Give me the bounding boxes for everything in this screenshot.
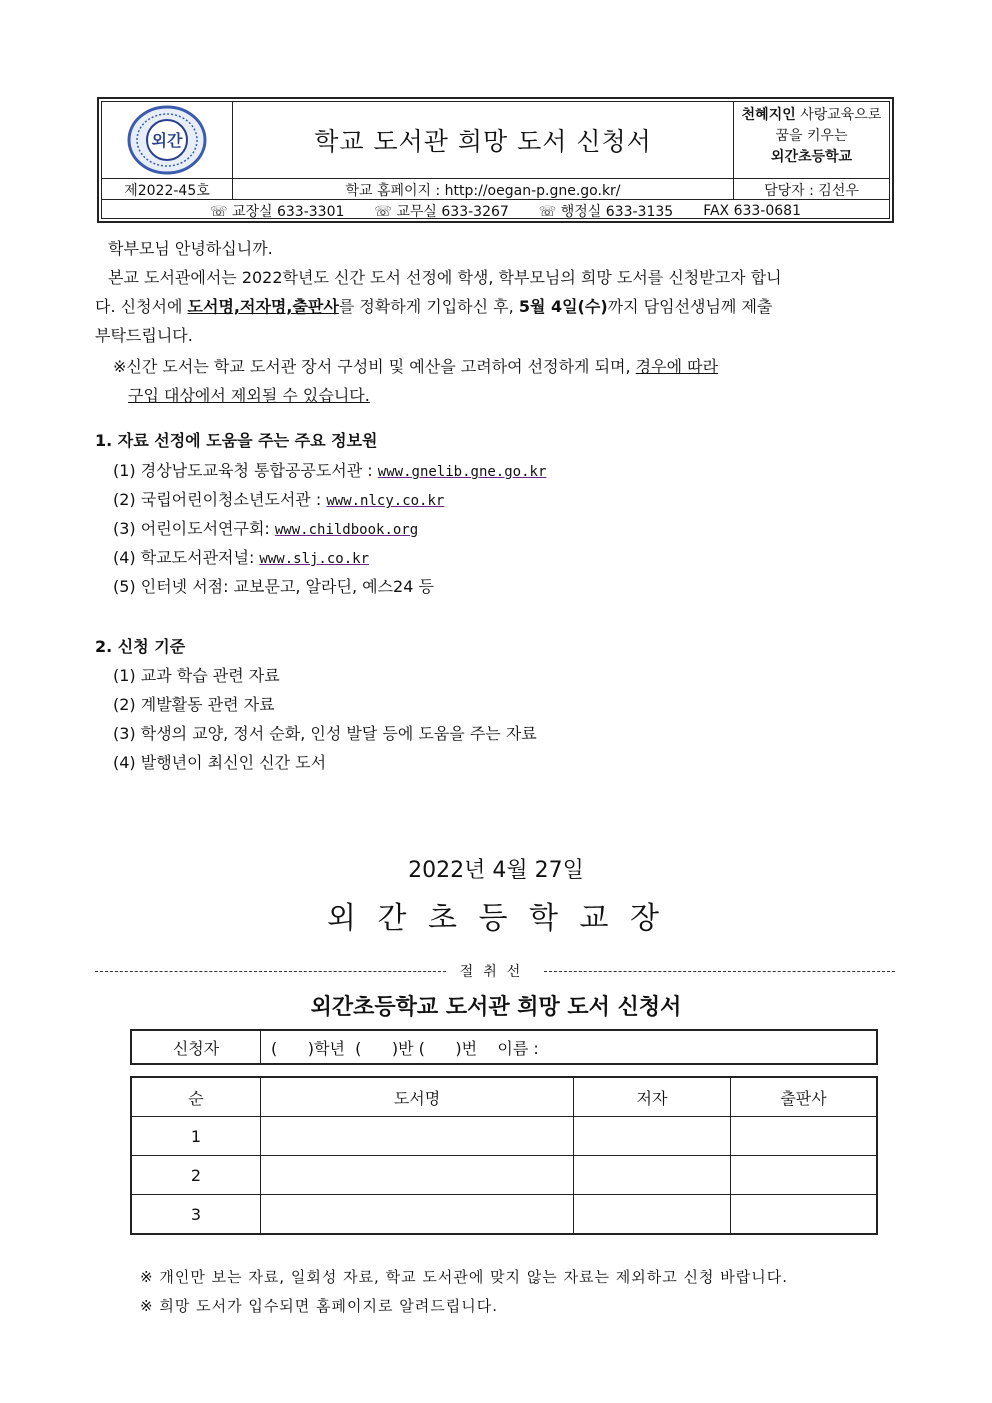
info-source-label: (4) 학교도서관저널:: [113, 548, 260, 567]
contact-person: 담당자 : 김선우: [764, 183, 859, 199]
info-source-label: (3) 어린이도서연구회:: [113, 519, 275, 538]
intro-line-2c: 까지 담임선생님께 제출: [607, 297, 773, 316]
greeting: 학부모님 안녕하십니까.: [108, 239, 273, 258]
phone-row: [102, 200, 889, 222]
intro-paragraph: [95, 263, 900, 350]
intro-line-3: 부탁드립니다.: [95, 326, 193, 345]
cut-line-label: 절취선: [459, 964, 531, 980]
column-header-publisher: 출판사: [731, 1077, 878, 1117]
publisher-cell[interactable]: [731, 1156, 878, 1195]
intro-line-2a: 다. 신청서에: [95, 297, 188, 316]
notice-underline-1: 경우에 따라: [635, 357, 719, 376]
book-title-cell[interactable]: [261, 1117, 574, 1156]
document-header: [97, 97, 894, 223]
table-row: [131, 1117, 877, 1156]
intro-line-2b: 를 정확하게 기입하신 후,: [338, 297, 519, 316]
applicant-fields[interactable]: ( )학년 ( )반 ( )번 이름 :: [261, 1030, 878, 1064]
book-title-cell[interactable]: [261, 1195, 574, 1235]
info-source-link[interactable]: www.slj.co.kr: [259, 551, 369, 567]
principal-signature: 외 간 초 등 학 교 장: [326, 901, 666, 936]
column-header-number: 순: [131, 1077, 261, 1117]
info-source-item: (5) 인터넷 서점: 교보문고, 알라딘, 예스24 등: [113, 577, 434, 596]
column-header-author: 저자: [574, 1077, 731, 1117]
motto-line1: 사랑교육으로: [795, 107, 882, 123]
criteria-item: (2) 계발활동 관련 자료: [113, 695, 275, 714]
column-header-title: 도서명: [261, 1077, 574, 1117]
teachers-office-phone: ☏ 교무실 633-3267: [374, 204, 509, 220]
form-title: 외간초등학교 도서관 희망 도서 신청서: [310, 995, 682, 1020]
criteria-item: (1) 교과 학습 관련 자료: [113, 666, 280, 685]
school-logo: [102, 102, 232, 178]
info-source-link[interactable]: www.gnelib.gne.go.kr: [377, 464, 547, 480]
info-source-label: (2) 국립어린이청소년도서관 :: [113, 490, 327, 509]
row-number: 2: [131, 1156, 261, 1195]
document-number: 제2022-45호: [124, 183, 210, 199]
row-number: 3: [131, 1195, 261, 1235]
info-source-label: (1) 경상남도교육청 통합공공도서관 :: [113, 461, 378, 480]
motto-keyword: 천혜지인: [741, 107, 796, 123]
book-title-cell[interactable]: [261, 1156, 574, 1195]
notice: [113, 352, 718, 381]
exclusion-note: ※ 개인만 보는 자료, 일회성 자료, 학교 도서관에 맞지 않는 자료는 제외하고 신청 바랍니다.: [140, 1268, 789, 1286]
required-fields: 도서명,저자명,출판사: [187, 297, 339, 316]
notice-text: ※신간 도서는 학교 도서관 장서 구성비 및 예산을 고려하여 선정하게 되며,: [113, 357, 636, 376]
motto-line2: 꿈을 키우는: [775, 128, 848, 144]
school-emblem-icon: [125, 105, 209, 175]
homepage-url[interactable]: 학교 홈페이지 : http://oegan-p.gne.go.kr/: [345, 183, 621, 199]
info-source-item: [113, 458, 546, 481]
school-name: 외간초등학교: [770, 149, 853, 165]
info-source-link[interactable]: www.childbook.org: [274, 522, 419, 538]
issue-date: 2022년 4월 27일: [408, 858, 584, 883]
deadline-date: 5월 4일(수): [518, 297, 608, 316]
section1-title: 1. 자료 선정에 도움을 주는 주요 정보원: [95, 431, 378, 450]
principal-office-phone: ☏ 교장실 633-3301: [210, 204, 345, 220]
criteria-item: (3) 학생의 교양, 정서 순화, 인성 발달 등에 도움을 주는 자료: [113, 724, 537, 743]
notification-note: ※ 희망 도서가 입수되면 홈페이지로 알려드립니다.: [140, 1297, 498, 1315]
criteria-item: (4) 발행년이 최신인 신간 도서: [113, 753, 327, 772]
author-cell[interactable]: [574, 1195, 731, 1235]
cut-line: [95, 960, 895, 982]
applicant-label: 신청자: [131, 1030, 261, 1064]
header-info-row: [102, 179, 889, 199]
info-source-item: [113, 516, 418, 539]
admin-office-phone: ☏ 행정실 633-3135: [538, 204, 674, 220]
fax-number: FAX 633-0681: [703, 203, 801, 219]
table-row: [131, 1195, 877, 1235]
table-row: [131, 1156, 877, 1195]
applicant-table: [130, 1029, 878, 1065]
publisher-cell[interactable]: [731, 1195, 878, 1235]
school-motto: [734, 102, 889, 181]
notice-underline-2: 구입 대상에서 제외될 수 있습니다.: [128, 386, 370, 405]
row-number: 1: [131, 1117, 261, 1156]
info-source-link[interactable]: www.nlcy.co.kr: [326, 493, 445, 509]
info-source-item: [113, 545, 369, 568]
logo-text: 외간: [151, 131, 183, 150]
intro-line-1: 본교 도서관에서는 2022학년도 신간 도서 선정에 학생, 학부모님의 희망 도서를 신청받고자 합니: [108, 268, 782, 287]
publisher-cell[interactable]: [731, 1117, 878, 1156]
section2-title: 2. 신청 기준: [95, 637, 186, 656]
table-header-row: [131, 1077, 877, 1117]
author-cell[interactable]: [574, 1156, 731, 1195]
book-request-table: [130, 1076, 878, 1235]
info-source-item: [113, 487, 444, 510]
author-cell[interactable]: [574, 1117, 731, 1156]
document-title: 학교 도서관 희망 도서 신청서: [314, 127, 652, 156]
